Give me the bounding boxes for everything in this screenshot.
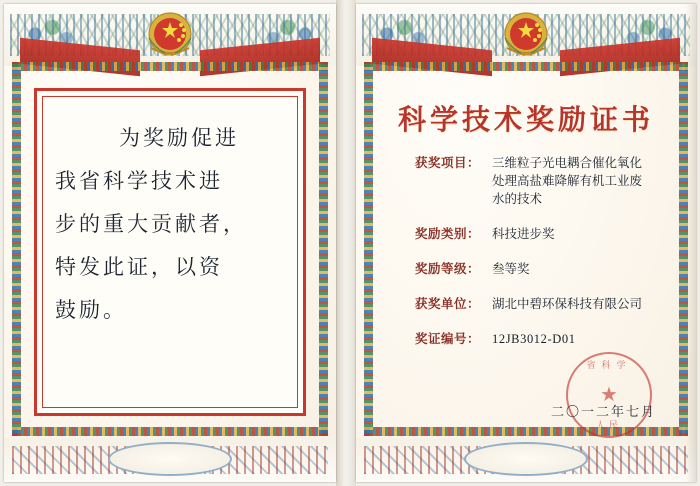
seal-top-text: 省科学 <box>586 361 632 371</box>
field-value: 科技进步奖 <box>492 226 555 241</box>
citation-line: 特发此证，以资 <box>55 255 223 279</box>
field-row-serial <box>396 330 670 348</box>
citation-line: 鼓励。 <box>55 298 127 322</box>
field-value <box>480 154 670 208</box>
field-value-line: 水的技术 <box>492 191 543 206</box>
citation-line: 为奖励促进 <box>119 126 239 150</box>
border-band-top <box>12 62 328 71</box>
field-value: 叁等奖 <box>492 261 530 276</box>
official-seal <box>566 352 652 438</box>
footer-ornament-strip-left <box>4 438 336 482</box>
footer-ornament-strip-right <box>356 438 696 482</box>
certificate-title: 科学技术奖励证书 <box>397 103 654 136</box>
issue-date: 二〇一二年七月 <box>550 405 656 420</box>
field-label: 获奖项目： <box>414 155 480 170</box>
certificate-right-page <box>356 4 696 482</box>
field-row-recipient <box>396 295 670 313</box>
field-row-category <box>396 225 670 243</box>
field-row-project <box>396 154 670 208</box>
citation-line: 步的重大贡献者， <box>55 212 247 236</box>
border-band-bottom <box>12 427 328 436</box>
citation-frame <box>34 88 306 416</box>
field-value-line: 处理高盐难降解有机工业废 <box>492 173 643 188</box>
field-label: 奖证编号： <box>414 331 480 346</box>
page-gutter-shadow <box>336 0 356 486</box>
border-band-top <box>364 62 688 71</box>
field-label: 奖励等级： <box>414 261 480 276</box>
footer-medallion <box>464 442 588 476</box>
field-value: 湖北中碧环保科技有限公司 <box>492 296 643 311</box>
field-row-grade <box>396 260 670 278</box>
citation-line: 我省科学技术进 <box>55 169 223 193</box>
page-edge-shadow <box>686 4 696 482</box>
seal-star-icon: ★ <box>600 384 618 406</box>
header-ornament-strip-left <box>4 4 336 66</box>
field-label: 获奖单位： <box>414 296 480 311</box>
border-band-right <box>319 62 328 436</box>
national-emblem-icon <box>487 8 565 64</box>
header-ornament-strip-right <box>356 4 696 66</box>
field-value-line: 三维粒子光电耦合催化氧化 <box>492 155 643 170</box>
border-band-left <box>12 62 21 436</box>
field-label: 奖励类别： <box>414 226 480 241</box>
citation-text <box>55 117 285 332</box>
seal-bottom-text: 人民 <box>595 421 622 431</box>
field-value: 12JB3012-D01 <box>492 332 576 346</box>
footer-medallion <box>108 442 232 476</box>
certificate-left-page <box>4 4 336 482</box>
national-emblem-icon <box>131 8 209 64</box>
award-details <box>396 154 670 365</box>
